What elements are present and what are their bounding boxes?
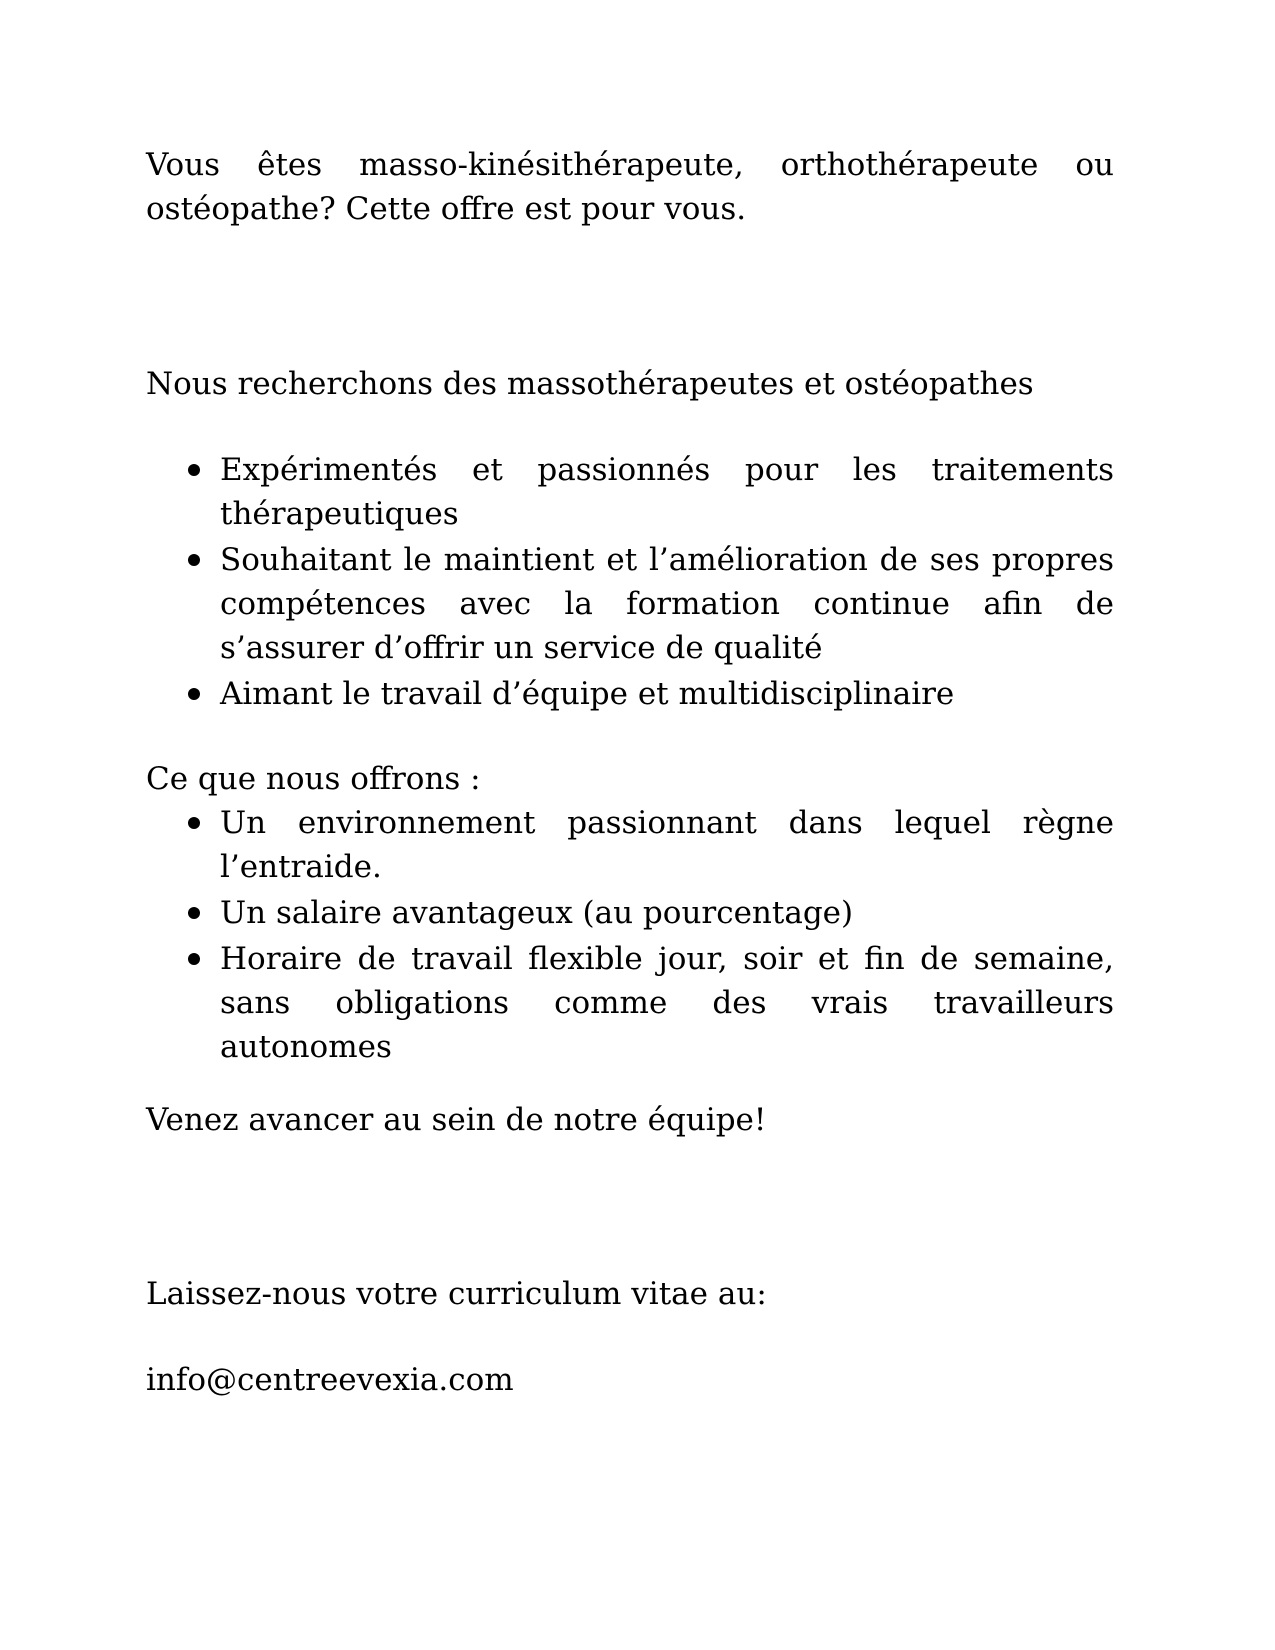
list-item-text: Horaire de travail flexible jour, soir et fin de semaine, sans obligations comme des vrais travailleurs autonomes	[220, 941, 1114, 1065]
list-item-text: Expérimentés et passionnés pour les traitements thérapeutiques	[220, 452, 1114, 532]
list-item	[146, 937, 1114, 1069]
cv-prompt: Laissez-nous votre curriculum vitae au:	[146, 1276, 767, 1312]
contact-email[interactable]: info@centreevexia.com	[146, 1362, 514, 1398]
offer-heading: Ce que nous offrons :	[146, 761, 481, 797]
bullet-icon	[188, 953, 200, 965]
bullet-icon	[188, 464, 200, 476]
offer-list	[146, 801, 1114, 1069]
search-list	[146, 448, 1114, 716]
intro-paragraph: Vous êtes masso-kinésithérapeute, orthothérapeute ou ostéopathe? Cette offre est pour vous.	[146, 147, 1114, 227]
list-item	[146, 538, 1114, 670]
bullet-icon	[188, 817, 200, 829]
list-item	[146, 891, 1114, 935]
list-item-text: Un environnement passionnant dans lequel règne l’entraide.	[220, 805, 1114, 885]
list-item	[146, 801, 1114, 889]
list-item-text: Souhaitant le maintient et l’amélioration de ses propres compétences avec la formation continue afin de s’assurer d’offrir un service de qualité	[220, 542, 1114, 666]
list-item	[146, 672, 1114, 716]
bullet-icon	[188, 554, 200, 566]
list-item-text: Aimant le travail d’équipe et multidisciplinaire	[220, 676, 955, 712]
list-item-text: Un salaire avantageux (au pourcentage)	[220, 895, 854, 931]
bullet-icon	[188, 688, 200, 700]
bullet-icon	[188, 907, 200, 919]
call-to-action: Venez avancer au sein de notre équipe!	[146, 1102, 767, 1138]
list-item	[146, 448, 1114, 536]
search-heading: Nous recherchons des massothérapeutes et ostéopathes	[146, 366, 1034, 402]
